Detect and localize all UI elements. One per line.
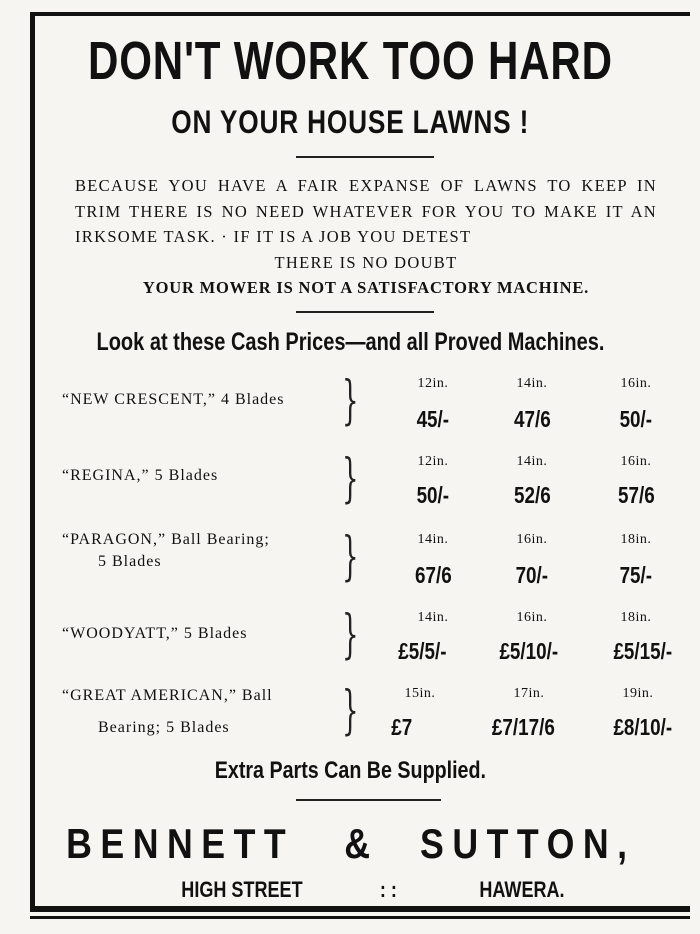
firm-name-1: BENNETT — [65, 820, 295, 867]
body-line-2: THERE IS NO DOUBT — [274, 252, 458, 272]
price-2: 47/6 — [513, 406, 551, 432]
price-2: 70/- — [515, 562, 549, 588]
size-3: 18in. — [620, 610, 652, 625]
price-3: 57/6 — [617, 482, 655, 508]
body-line-1: BECAUSE YOU HAVE A FAIR EXPANSE OF LAWNS TO KEEP IN TRIM THERE IS NO NEED WHATEVER FOR YOU TO MAKE IT AN IRKSOME TASK. · IF IT IS A JOB YOU DETEST — [75, 176, 657, 246]
size-2: 14in. — [516, 376, 548, 391]
brace-icon: } — [342, 527, 359, 587]
price-3: 75/- — [619, 562, 653, 588]
machine-name-2: Bearing; 5 Blades — [98, 719, 230, 736]
headline — [0, 30, 700, 92]
price-2: £7/17/6 — [491, 714, 555, 740]
body-line-3: YOUR MOWER IS NOT A SATISFACTORY MACHINE. — [142, 278, 590, 297]
machine-row-regina — [0, 450, 700, 520]
price-1: £7 — [391, 714, 413, 740]
address-street — [168, 877, 316, 903]
size-3: 18in. — [620, 532, 652, 547]
machine-name: “REGINA,” 5 Blades — [62, 467, 219, 484]
address-town — [470, 877, 574, 903]
divider-3 — [296, 799, 441, 801]
address-separator — [378, 877, 399, 903]
machine-row-paragon — [0, 528, 700, 598]
brace-icon: } — [342, 371, 359, 431]
divider-2 — [296, 311, 434, 313]
headline-text: DON'T WORK TOO HARD — [87, 31, 613, 91]
size-1: 14in. — [417, 532, 449, 547]
price-1: £5/5/- — [397, 638, 447, 664]
size-2: 17in. — [513, 686, 545, 701]
size-3: 19in. — [622, 686, 654, 701]
size-3: 16in. — [620, 454, 652, 469]
size-3: 16in. — [620, 376, 652, 391]
machine-name: “PARAGON,” Ball Bearing; — [62, 531, 270, 548]
size-1: 15in. — [404, 686, 436, 701]
separator-text: : : — [379, 877, 397, 902]
street-text: HIGH STREET — [181, 877, 303, 902]
size-2: 16in. — [516, 610, 548, 625]
price-2: 52/6 — [513, 482, 551, 508]
machine-row-great-american — [0, 682, 700, 752]
size-2: 14in. — [516, 454, 548, 469]
size-1: 12in. — [417, 376, 449, 391]
bottom-rule — [30, 916, 690, 919]
size-2: 16in. — [516, 532, 548, 547]
brace-icon: } — [342, 449, 359, 509]
prices-heading-text: Look at these Cash Prices—and all Proved Machines. — [96, 328, 604, 356]
price-1: 45/- — [416, 406, 450, 432]
firm-name — [0, 820, 700, 868]
price-1: 50/- — [416, 482, 450, 508]
machine-name-2: 5 Blades — [98, 553, 162, 570]
price-3: £8/10/- — [613, 714, 673, 740]
machine-name: “GREAT AMERICAN,” Ball — [62, 687, 273, 704]
prices-heading — [0, 328, 700, 357]
extra-parts-text: Extra Parts Can Be Supplied. — [214, 757, 486, 784]
price-1: 67/6 — [414, 562, 452, 588]
brace-icon: } — [342, 605, 359, 665]
size-1: 14in. — [417, 610, 449, 625]
size-1: 12in. — [417, 454, 449, 469]
machine-row-woodyatt — [0, 606, 700, 676]
machine-name: “NEW CRESCENT,” 4 Blades — [62, 391, 285, 408]
body-paragraph — [75, 173, 657, 301]
extra-parts — [0, 757, 700, 785]
price-2: £5/10/- — [499, 638, 559, 664]
brace-icon: } — [342, 681, 359, 741]
subheadline-text: ON YOUR HOUSE LAWNS ! — [171, 104, 529, 140]
subheadline — [0, 104, 700, 141]
machine-name: “WOODYATT,” 5 Blades — [62, 625, 248, 642]
price-3: £5/15/- — [613, 638, 673, 664]
machine-row-new-crescent — [0, 372, 700, 442]
price-3: 50/- — [619, 406, 653, 432]
firm-ampersand: & — [344, 820, 371, 867]
divider-1 — [296, 156, 434, 158]
town-text: HAWERA. — [479, 877, 565, 902]
firm-name-2: SUTTON, — [419, 820, 636, 867]
